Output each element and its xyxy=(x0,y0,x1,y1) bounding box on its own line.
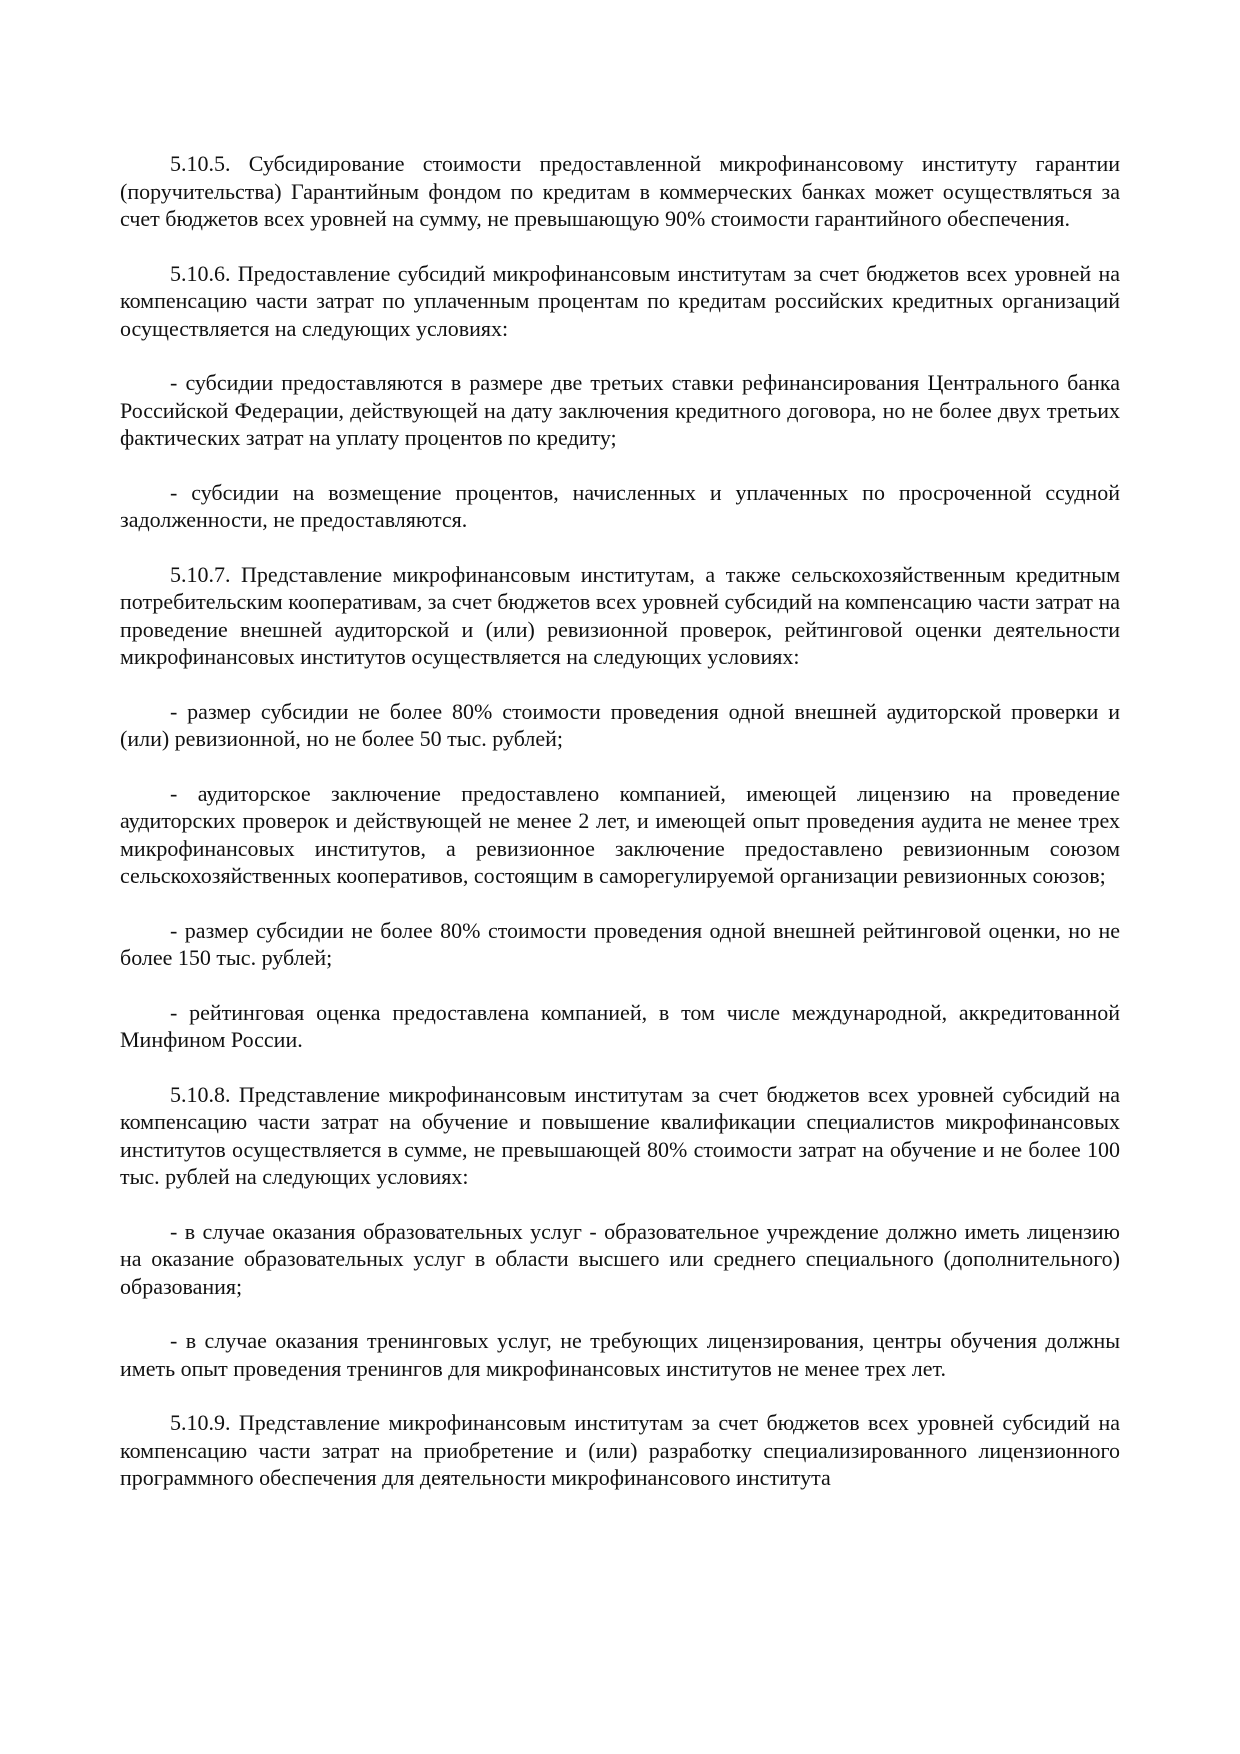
list-item-rating-company: - рейтинговая оценка предоставлена компанией, в том числе международной, аккредитованной Минфином России. xyxy=(120,999,1120,1052)
list-item-education-license: - в случае оказания образовательных услуг - образовательное учреждение должно иметь лицензию на оказание образовательных услуг в области высшего или среднего специального (дополнительного) образования; xyxy=(120,1218,1120,1299)
list-item-training-experience: - в случае оказания тренинговых услуг, не требующих лицензирования, центры обучения должны иметь опыт проведения тренингов для микрофинансовых институтов не менее трех лет. xyxy=(120,1328,1120,1381)
list-item-overdue-interest: - субсидии на возмещение процентов, начисленных и уплаченных по просроченной ссудной задолженности, не предоставляются. xyxy=(120,479,1120,532)
paragraph-5-10-5: 5.10.5. Субсидирование стоимости предоставленной микрофинансовому институту гарантии (поручительства) Гарантийным фондом по кредитам в коммерческих банках может осуществляться за счет бюджетов всех уровней на сумму, не превышающую 90% стоимости гарантийного обеспечения. xyxy=(120,151,1120,231)
list-item-audit-conditions: - аудиторское заключение предоставлено компанией, имеющей лицензию на проведение аудиторских проверок и действующей не менее 2 лет, и имеющей опыт проведения аудита не менее трех микрофинансовых институтов, а ревизионное заключение предоставлено ревизионным союзом сельскохозяйственных кооперативов, состоящим в саморегулируемой организации ревизионных союзов; xyxy=(120,780,1120,888)
paragraph-5-10-8: 5.10.8. Представление микрофинансовым институтам за счет бюджетов всех уровней субсидий на компенсацию части затрат на обучение и повышение квалификации специалистов микрофинансовых институтов осуществляется в сумме, не превышающей 80% стоимости затрат на обучение и не более 100 тыс. рублей на следующих условиях: xyxy=(120,1081,1120,1189)
list-item-audit-subsidy: - размер субсидии не более 80% стоимости проведения одной внешней аудиторской проверки и (или) ревизионной, но не более 50 тыс. рублей; xyxy=(120,698,1120,751)
paragraph-5-10-6: 5.10.6. Предоставление субсидий микрофинансовым институтам за счет бюджетов всех уровней на компенсацию части затрат по уплаченным процентам по кредитам российских кредитных организаций осуществляется на следующих условиях: xyxy=(120,260,1120,341)
paragraph-5-10-9: 5.10.9. Представление микрофинансовым институтам за счет бюджетов всех уровней субсидий на компенсацию части затрат на приобретение и (или) разработку специализированного лицензионного программного обеспечения для деятельности микрофинансового института xyxy=(120,1410,1120,1490)
document-page xyxy=(120,150,1120,1519)
list-item-subsidy-rate: - субсидии предоставляются в размере две третьих ставки рефинансирования Центрального банка Российской Федерации, действующей на дату заключения кредитного договора, но не более двух третьих фактических затрат на уплату процентов по кредиту; xyxy=(120,370,1120,450)
paragraph-5-10-7: 5.10.7. Представление микрофинансовым институтам, а также сельскохозяйственным кредитным потребительским кооперативам, за счет бюджетов всех уровней субсидий на компенсацию части затрат на проведение внешней аудиторской и (или) ревизионной проверок, рейтинговой оценки деятельности микрофинансовых институтов осуществляется на следующих условиях: xyxy=(120,561,1120,669)
list-item-rating-subsidy: - размер субсидии не более 80% стоимости проведения одной внешней рейтинговой оценки, но не более 150 тыс. рублей; xyxy=(120,917,1120,970)
